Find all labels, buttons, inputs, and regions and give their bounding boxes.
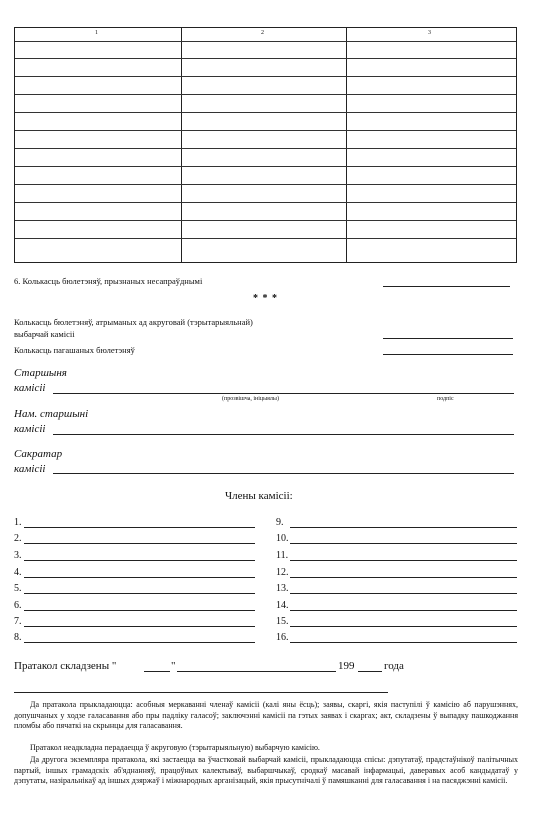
column-divider <box>181 28 182 262</box>
member-number: 15. <box>276 616 289 627</box>
member-field[interactable] <box>290 527 517 528</box>
section-separator: * * * <box>253 293 278 304</box>
member-field[interactable] <box>290 543 517 544</box>
received-ballots-field[interactable] <box>383 338 513 339</box>
protocol-quote-close: " <box>171 660 176 672</box>
member-field[interactable] <box>24 626 255 627</box>
member-number: 5. <box>14 583 22 594</box>
name-caption: (прозвішча, ініцыялы) <box>222 396 279 402</box>
chairman-title: Старшыня <box>14 367 67 379</box>
member-field[interactable] <box>290 593 517 594</box>
member-field[interactable] <box>290 610 517 611</box>
notes-paragraph-3: Да другога экземпляра пратакола, які застаецца ва ўчастковай выбарчай камісіі, прыкладаюцца спісы: дэпутатаў, прадстаўнікоў палітычных партый, іншых грамадскіх аб'яднанняў, працоўных калектываў, выбаршчыкаў, сродкаў масавай інфармацыі, даверавых асоб кандыдатаў у дэпутаты, назіральнікаў ад іншых дзяржаў і міжнародных арганізацый, якія прысутнічалі ў памяшканні для галасавання і на пасяджэнні камісіі. <box>14 755 518 785</box>
table-row-line <box>15 94 516 95</box>
member-field[interactable] <box>24 527 255 528</box>
notes-divider <box>14 692 388 693</box>
table-row-line <box>15 202 516 203</box>
chairman-field[interactable] <box>53 393 514 394</box>
member-number: 1. <box>14 517 22 528</box>
table-row-line <box>15 220 516 221</box>
member-number: 8. <box>14 632 22 643</box>
member-number: 9. <box>276 517 284 528</box>
column-divider <box>346 28 347 262</box>
deputy-title: Нам. старшыні <box>14 408 89 420</box>
deputy-commission: камісіі <box>14 423 46 435</box>
received-ballots-label-line1: Колькасць бюлетэняў, атрыманых ад акруговай (тэрытарыяльнай) <box>14 317 253 327</box>
member-field[interactable] <box>24 610 255 611</box>
secretary-title: Сакратар <box>14 448 63 460</box>
cancelled-ballots-field[interactable] <box>383 354 513 355</box>
member-number: 16. <box>276 632 289 643</box>
column-header-3: 3 <box>428 30 431 36</box>
member-number: 6. <box>14 600 22 611</box>
table-row-line <box>15 76 516 77</box>
column-header-1: 1 <box>95 30 98 36</box>
members-heading: Члены камісіі: <box>225 490 293 502</box>
member-number: 3. <box>14 550 22 561</box>
member-field[interactable] <box>24 642 255 643</box>
table-row-line <box>15 112 516 113</box>
member-field[interactable] <box>290 642 517 643</box>
member-field[interactable] <box>24 577 255 578</box>
member-field[interactable] <box>24 543 255 544</box>
received-ballots-label-line2: выбарчай камісіі <box>14 329 75 339</box>
member-field[interactable] <box>24 593 255 594</box>
member-number: 2. <box>14 533 22 544</box>
secretary-field[interactable] <box>53 473 514 474</box>
member-number: 14. <box>276 600 289 611</box>
table-row-line <box>15 184 516 185</box>
member-number: 10. <box>276 533 289 544</box>
member-number: 7. <box>14 616 22 627</box>
member-number: 12. <box>276 567 289 578</box>
invalid-ballots-label: 6. Колькасць бюлетэняў, прызнаных несапраўднымі <box>14 276 203 286</box>
header-rule <box>15 41 516 42</box>
deputy-field[interactable] <box>53 434 514 435</box>
notes-paragraph-2: Пратакол неадкладна перадаецца ў акруговую (тэрытарыяльную) выбарчую камісію. <box>30 743 320 752</box>
table-row-line <box>15 130 516 131</box>
table-row-line <box>15 166 516 167</box>
cancelled-ballots-label: Колькасць пагашаных бюлетэняў <box>14 345 135 355</box>
protocol-year-prefix: 199 <box>338 660 355 672</box>
member-number: 13. <box>276 583 289 594</box>
invalid-ballots-field[interactable] <box>383 286 510 287</box>
table-row-line <box>15 238 516 239</box>
protocol-prefix: Пратакол складзены " <box>14 660 117 672</box>
member-field[interactable] <box>290 626 517 627</box>
table-row-line <box>15 148 516 149</box>
protocol-year-field[interactable] <box>358 671 382 672</box>
column-header-2: 2 <box>261 30 264 36</box>
member-field[interactable] <box>290 577 517 578</box>
secretary-commission: камісіі <box>14 463 46 475</box>
results-table <box>14 27 517 263</box>
protocol-day-field[interactable] <box>144 671 170 672</box>
member-number: 4. <box>14 567 22 578</box>
chairman-commission: камісіі <box>14 382 46 394</box>
table-row-line <box>15 58 516 59</box>
member-field[interactable] <box>290 560 517 561</box>
protocol-suffix: года <box>384 660 404 672</box>
protocol-month-field[interactable] <box>177 671 336 672</box>
member-number: 11. <box>276 550 289 561</box>
member-field[interactable] <box>24 560 255 561</box>
notes-paragraph-1: Да пратакола прыкладаюцца: асобныя меркаванні членаў камісіі (калі яны ёсць); заявы, скаргі, якія паступілі ў камісію аб парушэннях, допушчаных у ходзе галасавання або пры падліку галасоў; заключэнні камісіі па гэтых заявах і скаргах; акт, складзены ў выпадку пашкоджання пломбы або пячаткі на скрынцы для галасавання. <box>14 700 518 730</box>
signature-caption: подпіс <box>437 396 454 402</box>
